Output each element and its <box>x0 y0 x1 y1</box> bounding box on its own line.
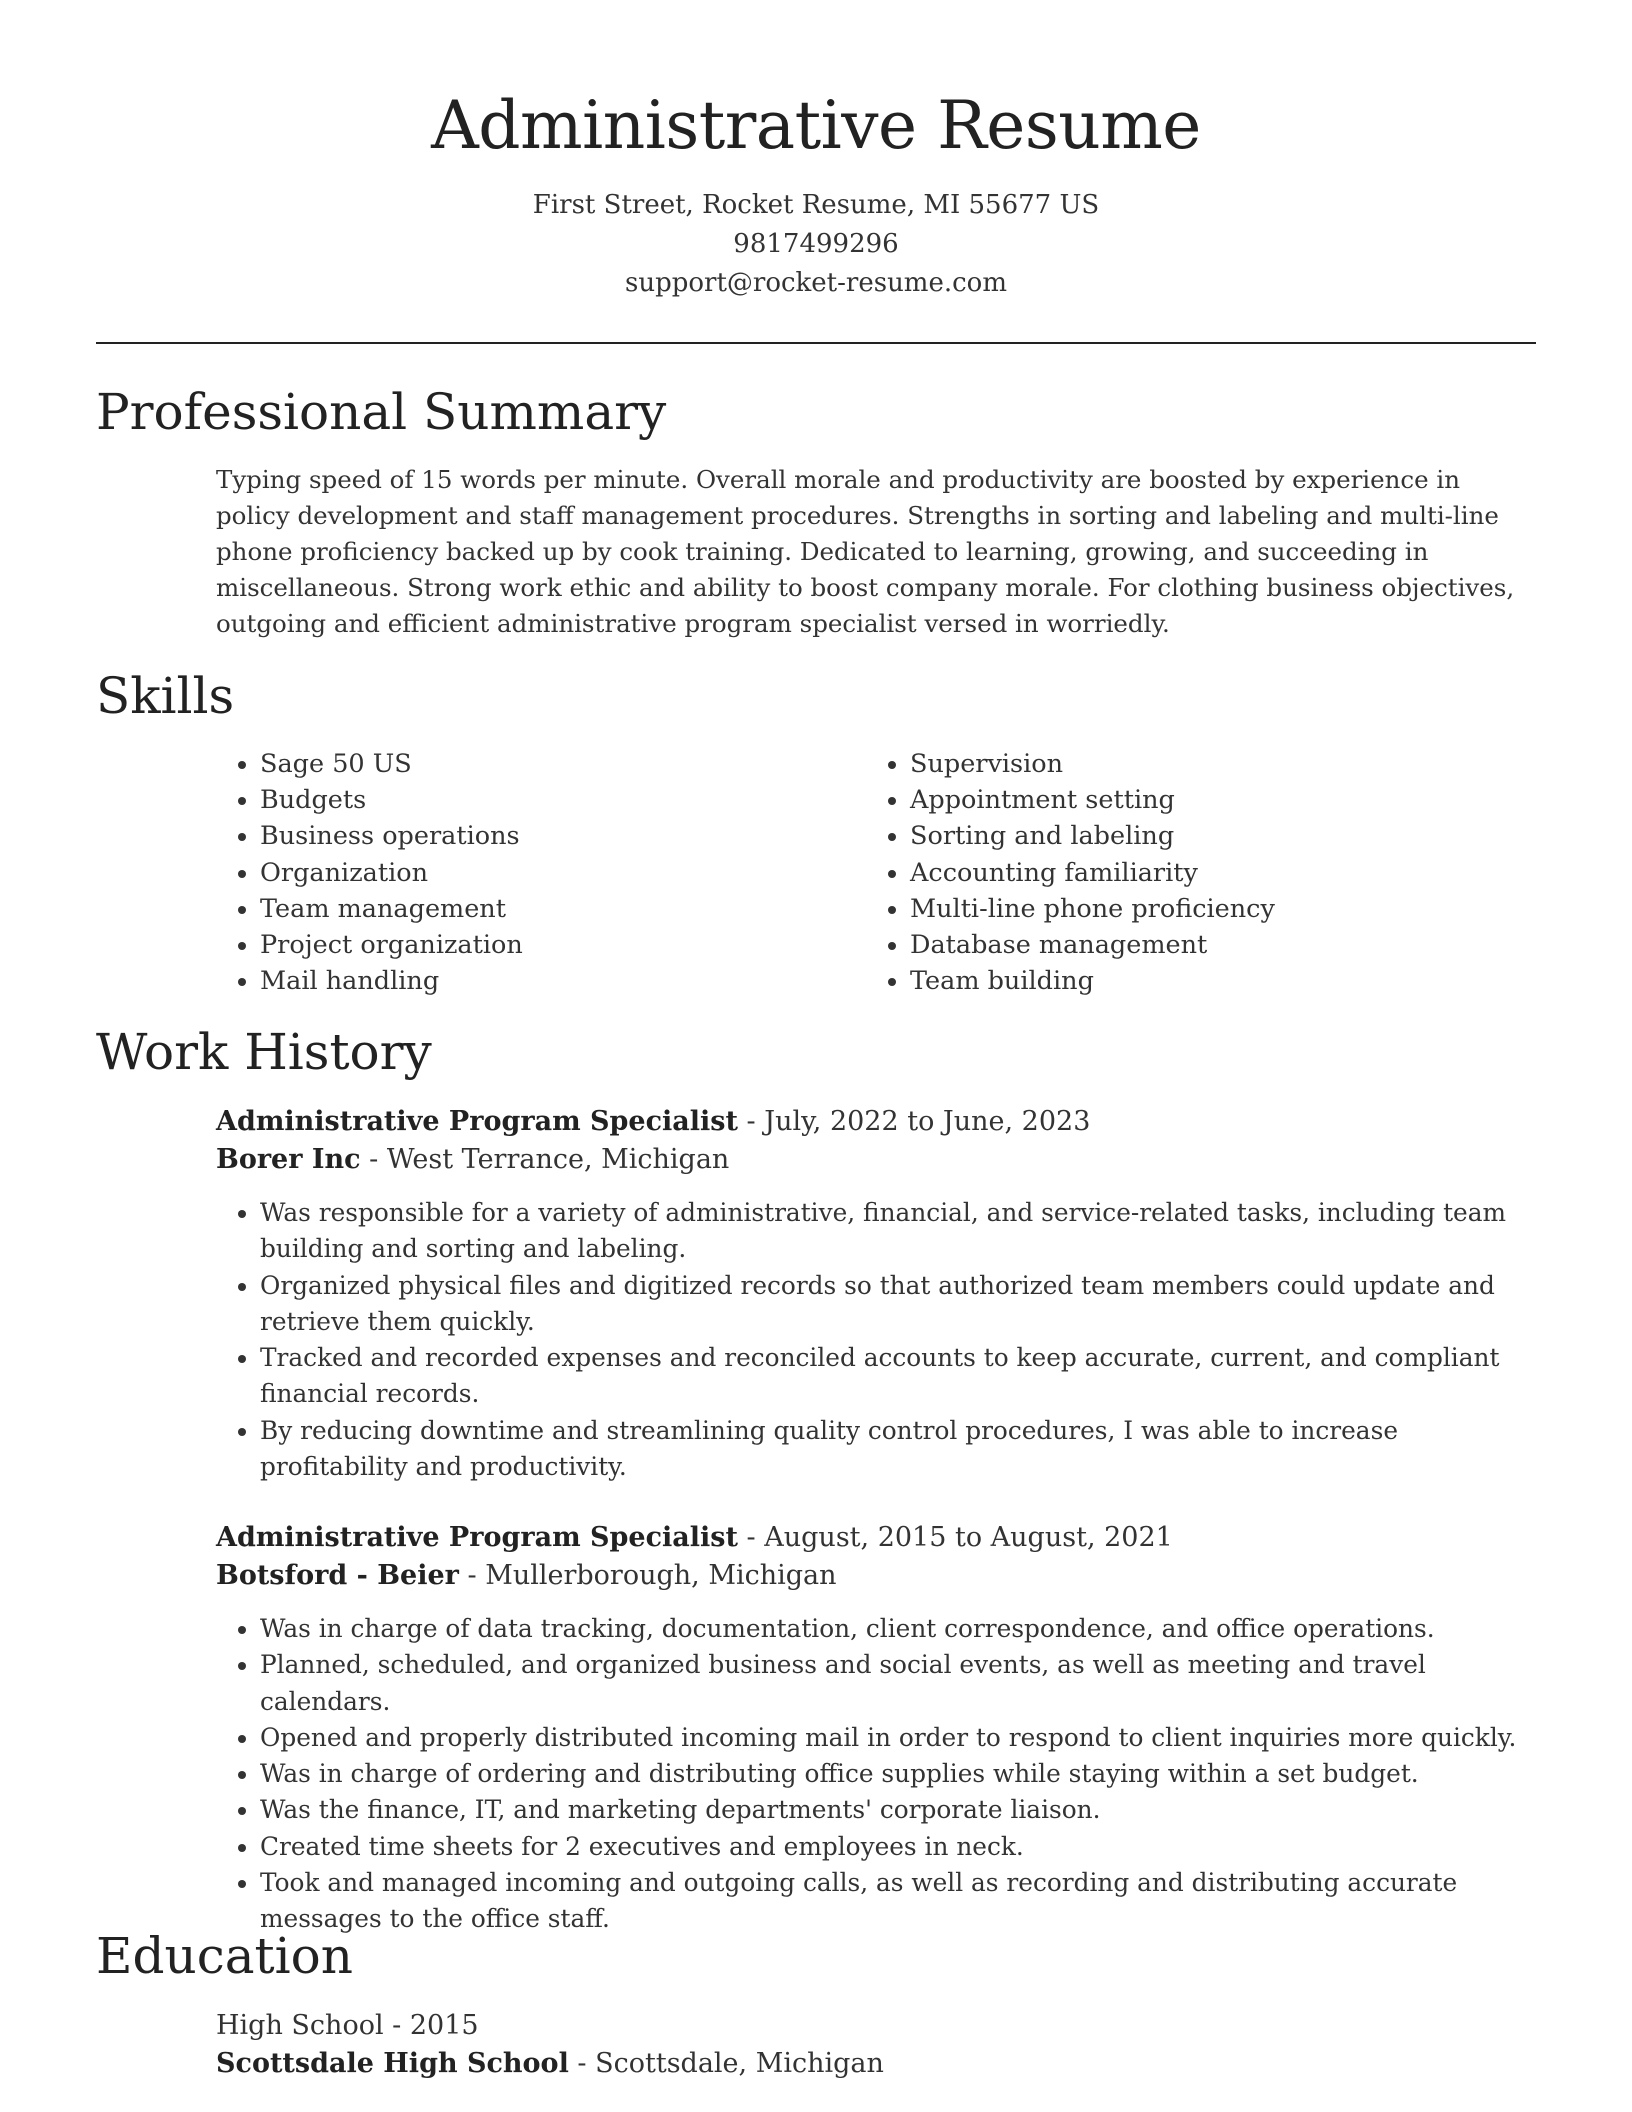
job-location: - Mullerborough, Michigan <box>458 1560 837 1591</box>
skill-item: • Project organization <box>260 927 523 963</box>
job-entry <box>216 1519 1536 1938</box>
job-dates: - August, 2015 to August, 2021 <box>737 1522 1173 1553</box>
education-location: - Scottsdale, Michigan <box>568 2048 884 2079</box>
skill-item: • Budgets <box>260 782 523 818</box>
job-bullet: • Planned, scheduled, and organized business and social events, as well as meeting and travel calendars. <box>260 1647 1536 1720</box>
skill-item: • Team management <box>260 891 523 927</box>
job-bullet: • Was in charge of ordering and distributing office supplies while staying within a set budget. <box>260 1756 1536 1792</box>
job-dates: - July, 2022 to June, 2023 <box>737 1106 1091 1137</box>
job-bullets <box>216 1611 1536 1938</box>
email: support@rocket-resume.com <box>624 268 1007 298</box>
job-company-line <box>216 1141 1536 1179</box>
skills-list-left <box>216 746 523 999</box>
job-title: Administrative Program Specialist <box>216 1106 738 1137</box>
skill-item: • Database management <box>910 927 1275 963</box>
header-divider <box>96 342 1536 344</box>
job-location: - West Terrance, Michigan <box>360 1144 730 1175</box>
job-bullet: • Was in charge of data tracking, documentation, client correspondence, and office operations. <box>260 1611 1536 1647</box>
skill-item: • Sage 50 US <box>260 746 523 782</box>
job-company: Borer Inc <box>216 1144 361 1175</box>
education-year: - 2015 <box>383 2010 479 2041</box>
skill-item: • Multi-line phone proficiency <box>910 891 1275 927</box>
education-school: Scottsdale High School <box>216 2048 569 2079</box>
job-bullet: • Tracked and recorded expenses and reconciled accounts to keep accurate, current, and compliant financial records. <box>260 1340 1536 1413</box>
skills-heading: Skills <box>96 667 235 725</box>
education-school-line <box>216 2045 1536 2083</box>
phone: 9817499296 <box>733 229 899 259</box>
skill-item: • Accounting familiarity <box>910 855 1275 891</box>
skill-item: • Sorting and labeling <box>910 818 1275 854</box>
job-company: Botsford - Beier <box>216 1560 459 1591</box>
contact-info <box>0 186 1632 303</box>
resume-header <box>0 78 1632 303</box>
skill-item: • Business operations <box>260 818 523 854</box>
skill-item: • Mail handling <box>260 963 523 999</box>
skills-list-right <box>866 746 1275 999</box>
job-company-line <box>216 1557 1536 1595</box>
summary-text: Typing speed of 15 words per minute. Overall morale and productivity are boosted by experience in policy development and staff management procedures. Strengths in sorting and labeling and multi-line phone proficiency backed up by cook training. Dedicated to learning, growing, and succeeding in miscellaneous. Strong work ethic and ability to boost company morale. For clothing business objectives, outgoing and efficient administrative program specialist versed in worriedly. <box>216 465 1515 638</box>
skill-item: • Appointment setting <box>910 782 1275 818</box>
job-bullet: • Took and managed incoming and outgoing calls, as well as recording and distributing accurate messages to the office staff. <box>260 1865 1536 1938</box>
job-bullet: • Was the finance, IT, and marketing departments' corporate liaison. <box>260 1792 1536 1828</box>
education-degree: High School <box>216 2010 384 2041</box>
skill-item: • Team building <box>910 963 1275 999</box>
job-bullet: • By reducing downtime and streamlining quality control procedures, I was able to increase profitability and productivity. <box>260 1413 1536 1486</box>
summary-heading: Professional Summary <box>96 383 667 441</box>
job-title-line <box>216 1103 1536 1141</box>
job-title-line <box>216 1519 1536 1557</box>
education-entry <box>216 2007 1536 2083</box>
work-history-heading: Work History <box>96 1023 432 1081</box>
skill-item: • Organization <box>260 855 523 891</box>
job-bullet: • Opened and properly distributed incoming mail in order to respond to client inquiries more quickly. <box>260 1720 1536 1756</box>
job-bullets <box>216 1195 1536 1485</box>
job-title: Administrative Program Specialist <box>216 1522 738 1553</box>
address: First Street, Rocket Resume, MI 55677 US <box>532 190 1100 220</box>
job-bullet: • Created time sheets for 2 executives and employees in neck. <box>260 1829 1536 1865</box>
job-entry <box>216 1103 1536 1485</box>
job-bullet: • Was responsible for a variety of administrative, financial, and service-related tasks, including team building and sorting and labeling. <box>260 1195 1536 1268</box>
resume-name: Administrative Resume <box>431 87 1201 164</box>
education-degree-line <box>216 2007 1536 2045</box>
job-bullet: • Organized physical files and digitized records so that authorized team members could update and retrieve them quickly. <box>260 1268 1536 1341</box>
skill-item: • Supervision <box>910 746 1275 782</box>
education-heading: Education <box>96 1927 353 1985</box>
